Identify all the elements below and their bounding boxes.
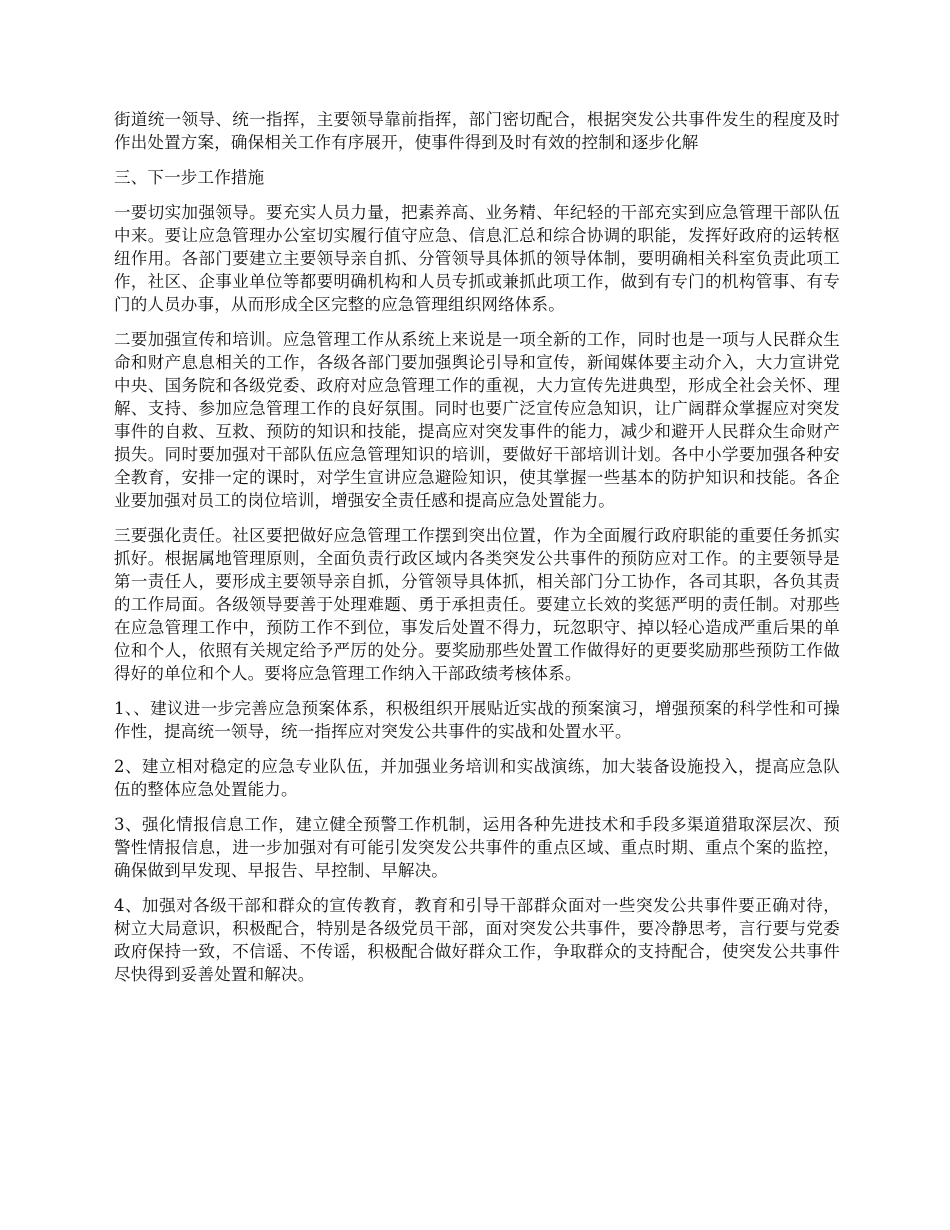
list-item-3: 3、强化情报信息工作，建立健全预警工作机制，运用各种先进技术和手段多渠道猎取深层次、预警性情报信息，进一步加强对有可能引发突发公共事件的重点区域、重点时期、重点个案的监控，确保做到早发现、早报告、早控制、早解决。 xyxy=(114,815,840,880)
document-page xyxy=(114,108,840,998)
section-heading: 三、下一步工作措施 xyxy=(114,168,265,187)
list-item-2: 2、建立相对稳定的应急专业队伍，并加强业务培训和实战演练，加大装备设施投入，提高应急队伍的整体应急处置能力。 xyxy=(114,757,840,799)
paragraph-leadership: 一要切实加强领导。要充实人员力量，把素养高、业务精、年纪轻的干部充实到应急管理干部队伍中来。要让应急管理办公室切实履行值守应急、信息汇总和综合协调的职能，发挥好政府的运转枢纽作用。各部门要建立主要领导亲自抓、分管领导具体抓的领导体制，要明确相关科室负责此项工作，社区、企事业单位等都要明确机构和人员专抓或兼抓此项工作，做到有专门的机构管事、有专门的人员办事，从而形成全区完整的应急管理组织网络体系。 xyxy=(114,203,840,314)
list-item-4: 4、加强对各级干部和群众的宣传教育，教育和引导干部群众面对一些突发公共事件要正确对待，树立大局意识，积极配合，特别是各级党员干部，面对突发公共事件，要冷静思考，言行要与党委政府保持一致，不信谣、不传谣，积极配合做好群众工作，争取群众的支持配合，使突发公共事件尽快得到妥善处置和解决。 xyxy=(114,896,840,984)
list-item-1: 1、、建议进一步完善应急预案体系，积极组织开展贴近实战的预案演习，增强预案的科学性和可操作性，提高统一领导，统一指挥应对突发公共事件的实战和处置水平。 xyxy=(114,699,840,741)
paragraph-training: 二要加强宣传和培训。应急管理工作从系统上来说是一项全新的工作，同时也是一项与人民群众生命和财产息息相关的工作，各级各部门要加强舆论引导和宣传，新闻媒体要主动介入，大力宣讲党中央、国务院和各级党委、政府对应急管理工作的重视，大力宣传先进典型，形成全社会关怀、理解、支持、参加应急管理工作的良好氛围。同时也要广泛宣传应急知识，让广阔群众掌握应对突发事件的自救、互救、预防的知识和技能，提高应对突发事件的能力，减少和避开人民群众生命财产损失。同时要加强对干部队伍应急管理知识的培训，要做好干部培训计划。各中小学要加强各种安全教育，安排一定的课时，对学生宣讲应急避险知识，使其掌握一些基本的防护知识和技能。各企业要加强对员工的岗位培训，增强安全责任感和提高应急处置能力。 xyxy=(114,330,840,510)
paragraph-continuation: 街道统一领导、统一指挥，主要领导靠前指挥，部门密切配合，根据突发公共事件发生的程度及时作出处置方案，确保相关工作有序展开，使事件得到及时有效的控制和逐步化解 xyxy=(114,110,840,152)
paragraph-responsibility: 三要强化责任。社区要把做好应急管理工作摆到突出位置，作为全面履行政府职能的重要任务抓实抓好。根据属地管理原则，全面负责行政区域内各类突发公共事件的预防应对工作。的主要领导是第一责任人，要形成主要领导亲自抓，分管领导具体抓，相关部门分工协作，各司其职，各负其责的工作局面。各级领导要善于处理难题、勇于承担责任。要建立长效的奖惩严明的责任制。对那些在应急管理工作中，预防工作不到位，事发后处置不得力，玩忽职守、掉以轻心造成严重后果的单位和个人，依照有关规定给予严厉的处分。要奖励那些处置工作做得好的更要奖励那些预防工作做得好的单位和个人。要将应急管理工作纳入干部政绩考核体系。 xyxy=(114,526,840,683)
